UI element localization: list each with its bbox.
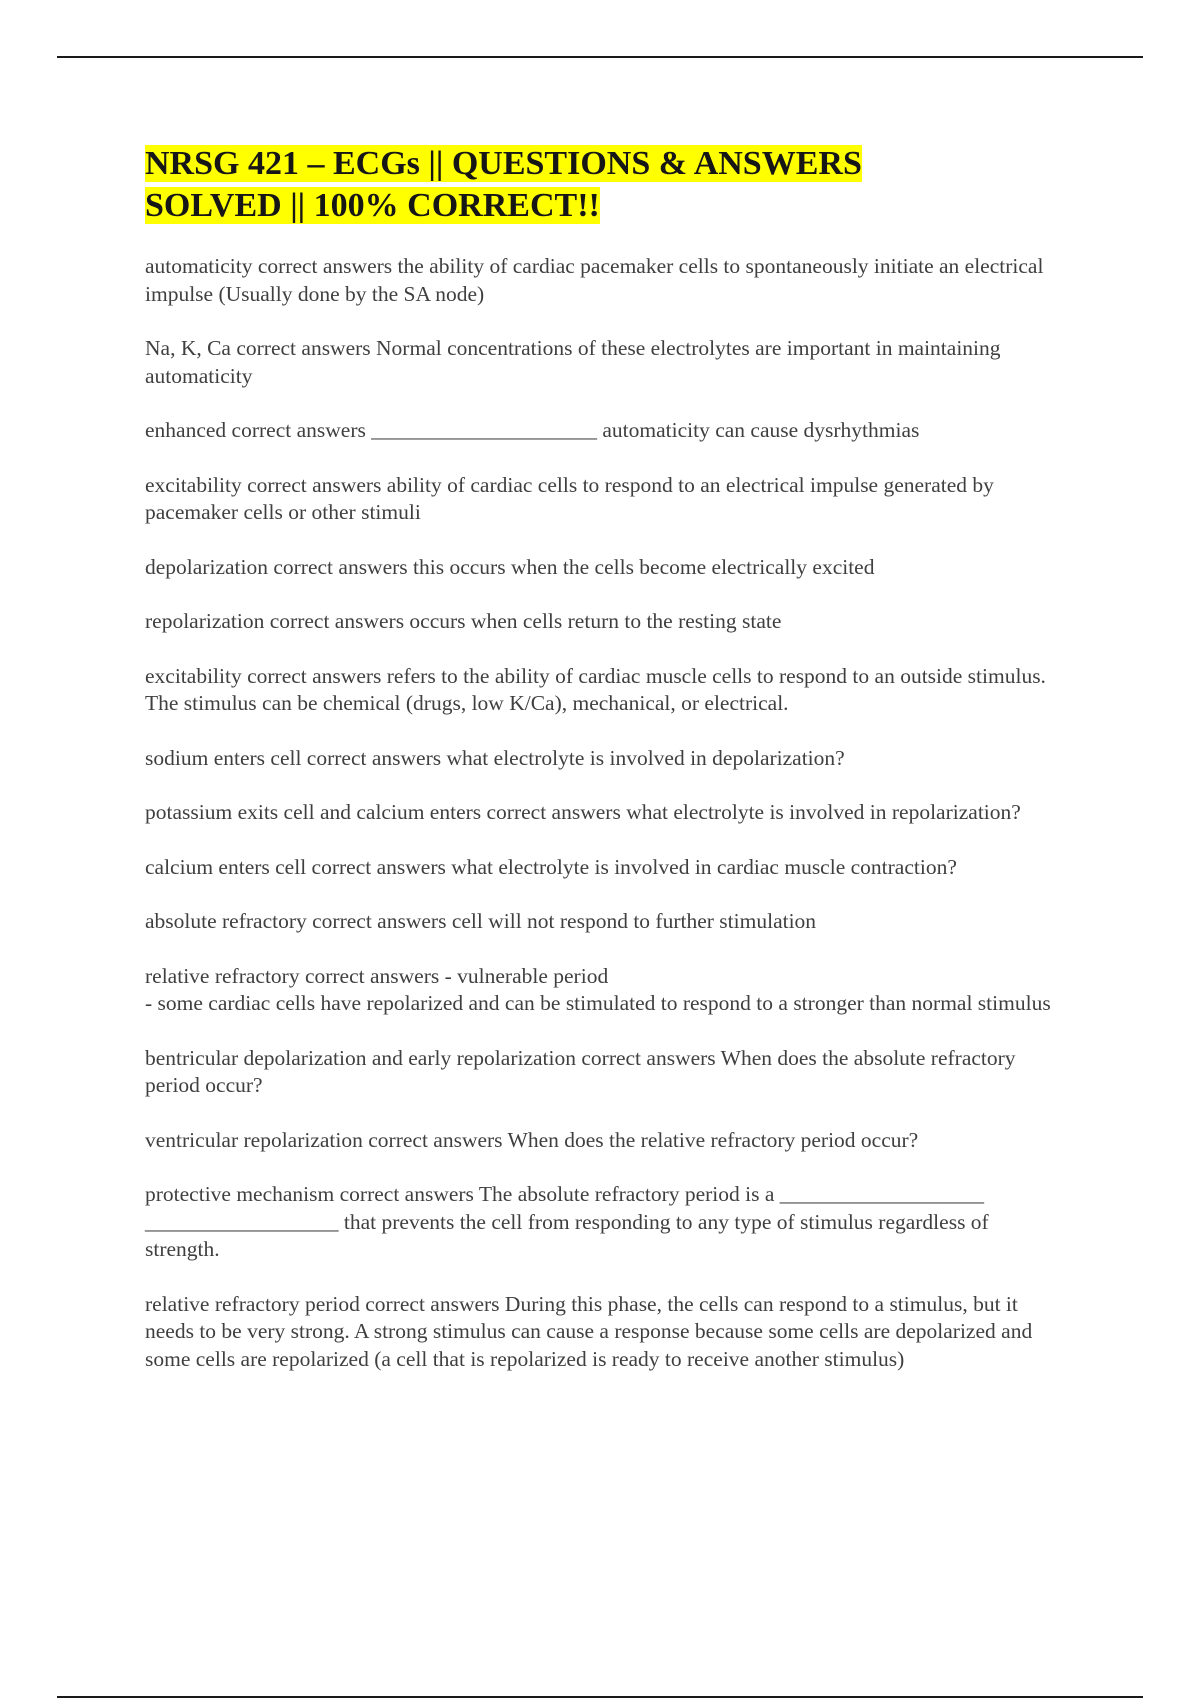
qa-entry-repolarization: repolarization correct answers occurs when cells return to the resting state [145,609,782,633]
qa-entry-excitability: excitability correct answers ability of cardiac cells to respond to an electrical impulse generated by pacemaker cells or other stimuli [145,472,994,524]
qa-entry-protective-mechanism: protective mechanism correct answers The absolute refractory period is a ___________________ __________________ that prevents the cell from responding to any type of stimulus regardless of strength. [145,1182,989,1261]
qa-entry-relative-refractory-timing: ventricular repolarization correct answers When does the relative refractory period occur? [145,1127,919,1152]
qa-entry-potassium-calcium: potassium exits cell and calcium enters correct answers what electrolyte is involved in repolarization? [145,800,1021,824]
qa-entry-relative-refractory: relative refractory correct answers - vulnerable period - some cardiac cells have repolarized and can be stimulated to respond to a stronger than normal stimulus [145,963,1051,1015]
page-title [145,143,1060,227]
qa-entry-automaticity: automaticity correct answers the ability of cardiac pacemaker cells to spontaneously initiate an electrical impulse (Usually done by the SA node) [145,254,1044,306]
qa-entry-relative-refractory-period: relative refractory period correct answers During this phase, the cells can respond to a stimulus, but it needs to be very strong. A strong stimulus can cause a response because some cells are depolarized and some cells are repolarized (a cell that is repolarized is ready to receive another stimulus) [145,1291,1033,1371]
top-rule [57,56,1143,58]
qa-entry-calcium: calcium enters cell correct answers what electrolyte is involved in cardiac muscle contraction? [145,854,957,879]
qa-entry-electrolytes: Na, K, Ca correct answers Normal concentrations of these electrolytes are important in maintaining automaticity [145,336,1001,388]
qa-entry-sodium: sodium enters cell correct answers what electrolyte is involved in depolarization? [145,745,845,770]
qa-entry-absolute-refractory: absolute refractory correct answers cell will not respond to further stimulation [145,909,817,933]
title-line-2: SOLVED || 100% CORRECT!! [145,187,600,224]
title-line-1: NRSG 421 – ECGs || QUESTIONS & ANSWERS [145,145,862,182]
qa-entry-depolarization: depolarization correct answers this occurs when the cells become electrically excited [145,554,875,579]
qa-entry-enhanced: enhanced correct answers _____________________ automaticity can cause dysrhythmias [145,418,920,442]
document-body [145,143,1060,1400]
bottom-rule [57,1696,1143,1698]
qa-entry-excitability-stimulus: excitability correct answers refers to the ability of cardiac muscle cells to respond to an outside stimulus. The stimulus can be chemical (drugs, low K/Ca), mechanical, or electrical. [145,663,1046,715]
qa-entry-absolute-refractory-timing: bentricular depolarization and early repolarization correct answers When does the absolute refractory period occur? [145,1045,1016,1097]
